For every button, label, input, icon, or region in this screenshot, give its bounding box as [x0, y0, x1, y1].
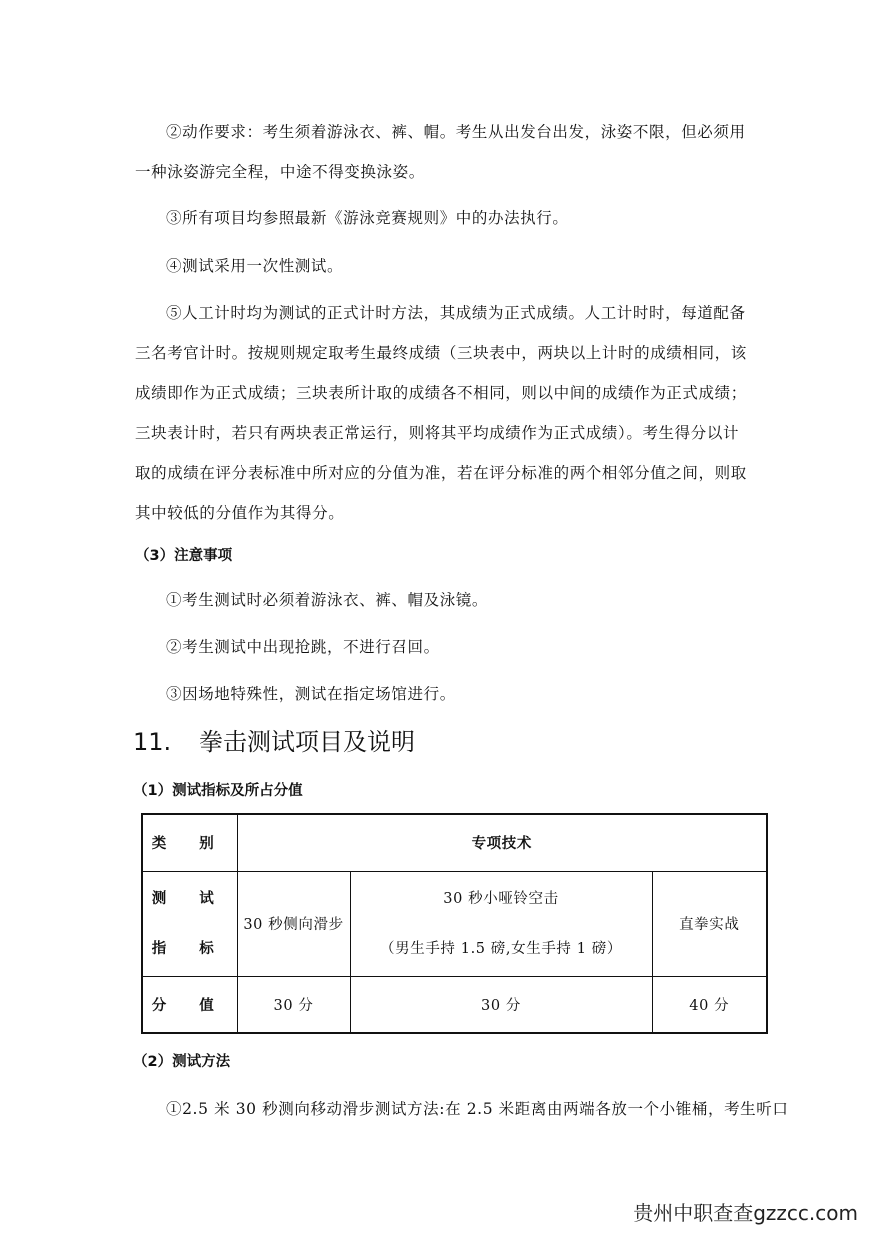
paragraph-motion-requirements: ②动作要求：考生须着游泳衣、裤、帽。考生从出发台出发，泳姿不限，但必须用一种泳姿游完全程，中途不得变换泳姿。 [135, 123, 746, 181]
score-sparring-cell: 40 分 [652, 976, 767, 1033]
site-watermark: 贵州中职查查gzzcc.com [633, 1201, 858, 1225]
indicator-sparring-cell: 直拳实战 [652, 871, 767, 976]
subsection-heading-method: （2）测试方法 [133, 1054, 231, 1070]
paragraph-single-test: ④测试采用一次性测试。 [166, 257, 344, 275]
section-title [133, 722, 415, 757]
subsection-heading-indicators: （1）测试指标及所占分值 [133, 783, 303, 799]
table-row-scores [142, 976, 767, 1033]
indicator-side-step-cell: 30 秒侧向滑步 [237, 871, 350, 976]
score-side-step-cell: 30 分 [237, 976, 350, 1033]
table-row-indicators [142, 871, 767, 976]
indicator-label-cell [142, 871, 237, 976]
score-label-cell: 分 值 [142, 976, 237, 1033]
indicator-label-line-2: 指 标 [151, 940, 228, 957]
table-row-category [142, 814, 767, 871]
score-dumbbell-cell: 30 分 [350, 976, 652, 1033]
indicator-dumbbell-note: （男生手持 1.5 磅,女生手持 1 磅） [380, 940, 622, 957]
category-label-cell: 类 别 [142, 814, 237, 871]
indicator-label-line-1: 测 试 [151, 890, 228, 907]
section-number: 11. [133, 728, 172, 756]
note-item-swimwear: ①考生测试时必须着游泳衣、裤、帽及泳镜。 [166, 591, 489, 609]
note-item-venue: ③因场地特殊性，测试在指定场馆进行。 [166, 685, 456, 703]
indicator-dumbbell-cell [350, 871, 652, 976]
notes-heading: （3）注意事项 [135, 548, 233, 564]
paragraph-timing-method: ⑤人工计时均为测试的正式计时方法，其成绩为正式成绩。人工计时时，每道配备三名考官计时。按规则规定取考生最终成绩（三块表中，两块以上计时的成绩相同，该成绩即作为正式成绩；三块表所计取的成绩各不相同，则以中间的成绩作为正式成绩；三块表计时，若只有两块表正常运行，则将其平均成绩作为正式成绩）。考生得分以计取的成绩在评分表标准中所对应的分值为准，若在评分标准的两个相邻分值之间，则取其中较低的分值作为其得分。 [135, 304, 747, 522]
paragraph-rules-reference: ③所有项目均参照最新《游泳竞赛规则》中的办法执行。 [166, 209, 569, 227]
category-value-cell: 专项技术 [237, 814, 767, 871]
method-paragraph: ①2.5 米 30 秒测向移动滑步测试方法:在 2.5 米距离由两端各放一个小锥桶，考生听口 [166, 1100, 789, 1118]
section-title-text: 拳击测试项目及说明 [199, 728, 415, 756]
score-table [141, 813, 768, 1034]
note-item-false-start: ②考生测试中出现抢跳，不进行召回。 [166, 638, 440, 656]
indicator-dumbbell-name: 30 秒小哑铃空击 [443, 890, 559, 907]
